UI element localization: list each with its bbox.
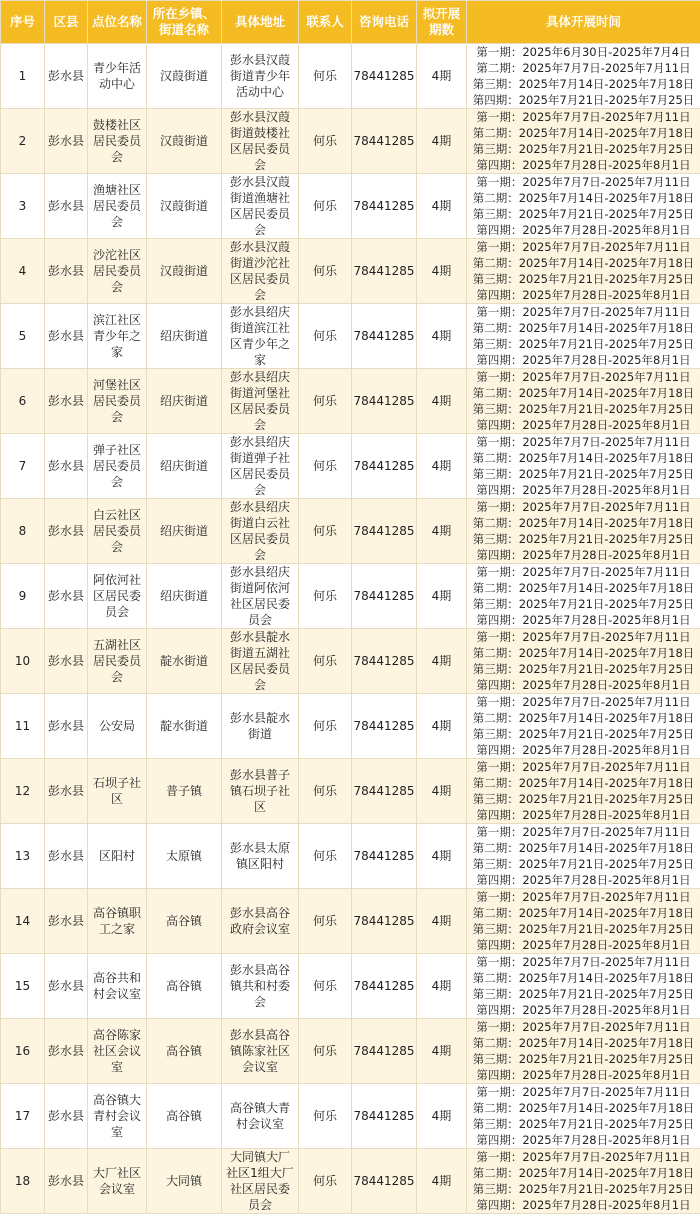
schedule-period-2: 第二期：2025年7月14日-2025年7月18日 [467,515,700,531]
cell-schedule [467,824,700,889]
cell-contact: 何乐 [299,109,352,174]
cell-periods: 4期 [417,174,467,239]
cell-schedule [467,759,700,824]
header-town: 所在乡镇、街道名称 [147,1,222,44]
schedule-period-1: 第一期：2025年7月7日-2025年7月11日 [467,1084,700,1100]
cell-county: 彭水县 [45,1149,88,1214]
cell-address: 彭水县高谷镇陈家社区会议室 [222,1019,299,1084]
cell-index: 2 [1,109,45,174]
cell-contact: 何乐 [299,369,352,434]
cell-site-name: 河堡社区居民委员会 [88,369,147,434]
cell-address: 彭水县汉葭街道青少年活动中心 [222,44,299,109]
cell-address: 彭水县绍庆街道白云社区居民委员会 [222,499,299,564]
schedule-period-1: 第一期：2025年7月7日-2025年7月11日 [467,954,700,970]
cell-address: 彭水县汉葭街道沙沱社区居民委员会 [222,239,299,304]
schedule-period-1: 第一期：2025年7月7日-2025年7月11日 [467,434,700,450]
cell-county: 彭水县 [45,109,88,174]
cell-contact: 何乐 [299,499,352,564]
schedule-period-1: 第一期：2025年7月7日-2025年7月11日 [467,629,700,645]
cell-phone: 78441285 [352,369,417,434]
schedule-period-2: 第二期：2025年7月14日-2025年7月18日 [467,1165,700,1181]
cell-county: 彭水县 [45,759,88,824]
schedule-period-3: 第三期：2025年7月21日-2025年7月25日 [467,1116,700,1132]
cell-schedule [467,954,700,1019]
cell-contact: 何乐 [299,824,352,889]
cell-town: 高谷镇 [147,1019,222,1084]
cell-contact: 何乐 [299,1019,352,1084]
cell-county: 彭水县 [45,369,88,434]
table-row [1,759,700,824]
cell-town: 大同镇 [147,1149,222,1214]
cell-phone: 78441285 [352,629,417,694]
cell-contact: 何乐 [299,174,352,239]
schedule-period-4: 第四期：2025年7月28日-2025年8月1日 [467,157,700,173]
table-row [1,1084,700,1149]
cell-site-name: 五湖社区居民委员会 [88,629,147,694]
schedule-period-3: 第三期：2025年7月21日-2025年7月25日 [467,791,700,807]
schedule-period-4: 第四期：2025年7月28日-2025年8月1日 [467,612,700,628]
cell-index: 10 [1,629,45,694]
schedule-period-3: 第三期：2025年7月21日-2025年7月25日 [467,856,700,872]
table-header-row [1,1,700,44]
cell-index: 5 [1,304,45,369]
cell-schedule [467,564,700,629]
schedule-period-1: 第一期：2025年7月7日-2025年7月11日 [467,759,700,775]
cell-phone: 78441285 [352,824,417,889]
cell-periods: 4期 [417,369,467,434]
schedule-period-1: 第一期：2025年7月7日-2025年7月11日 [467,369,700,385]
schedule-period-2: 第二期：2025年7月14日-2025年7月18日 [467,1100,700,1116]
cell-contact: 何乐 [299,239,352,304]
cell-county: 彭水县 [45,954,88,1019]
cell-contact: 何乐 [299,954,352,1019]
cell-contact: 何乐 [299,759,352,824]
schedule-period-4: 第四期：2025年7月28日-2025年8月1日 [467,677,700,693]
cell-phone: 78441285 [352,889,417,954]
cell-site-name: 阿依河社区居民委员会 [88,564,147,629]
schedule-period-3: 第三期：2025年7月21日-2025年7月25日 [467,596,700,612]
schedule-period-1: 第一期：2025年7月7日-2025年7月11日 [467,1149,700,1165]
header-site-name: 点位名称 [88,1,147,44]
cell-town: 绍庆街道 [147,304,222,369]
schedule-period-3: 第三期：2025年7月21日-2025年7月25日 [467,726,700,742]
cell-address: 彭水县高谷镇共和村委会 [222,954,299,1019]
schedule-period-2: 第二期：2025年7月14日-2025年7月18日 [467,1035,700,1051]
cell-schedule [467,499,700,564]
schedule-period-4: 第四期：2025年7月28日-2025年8月1日 [467,807,700,823]
cell-periods: 4期 [417,1149,467,1214]
cell-periods: 4期 [417,889,467,954]
header-index: 序号 [1,1,45,44]
schedule-period-3: 第三期：2025年7月21日-2025年7月25日 [467,1181,700,1197]
cell-site-name: 公安局 [88,694,147,759]
cell-site-name: 大厂社区会议室 [88,1149,147,1214]
cell-index: 17 [1,1084,45,1149]
schedule-period-4: 第四期：2025年7月28日-2025年8月1日 [467,222,700,238]
cell-periods: 4期 [417,824,467,889]
schedule-period-1: 第一期：2025年7月7日-2025年7月11日 [467,889,700,905]
schedule-period-2: 第二期：2025年7月14日-2025年7月18日 [467,905,700,921]
cell-phone: 78441285 [352,304,417,369]
cell-phone: 78441285 [352,174,417,239]
cell-contact: 何乐 [299,889,352,954]
header-phone: 咨询电话 [352,1,417,44]
cell-schedule [467,109,700,174]
schedule-period-4: 第四期：2025年7月28日-2025年8月1日 [467,417,700,433]
cell-contact: 何乐 [299,434,352,499]
cell-periods: 4期 [417,759,467,824]
schedule-period-4: 第四期：2025年7月28日-2025年8月1日 [467,352,700,368]
cell-phone: 78441285 [352,44,417,109]
cell-contact: 何乐 [299,564,352,629]
cell-index: 4 [1,239,45,304]
cell-county: 彭水县 [45,44,88,109]
schedule-period-2: 第二期：2025年7月14日-2025年7月18日 [467,775,700,791]
cell-index: 14 [1,889,45,954]
header-address: 具体地址 [222,1,299,44]
cell-index: 9 [1,564,45,629]
cell-phone: 78441285 [352,499,417,564]
cell-town: 汉葭街道 [147,239,222,304]
table-row [1,44,700,109]
header-contact: 联系人 [299,1,352,44]
table-row [1,954,700,1019]
cell-periods: 4期 [417,304,467,369]
table-row [1,694,700,759]
cell-periods: 4期 [417,1084,467,1149]
cell-phone: 78441285 [352,434,417,499]
cell-index: 11 [1,694,45,759]
cell-phone: 78441285 [352,954,417,1019]
cell-town: 靛水街道 [147,694,222,759]
cell-county: 彭水县 [45,1019,88,1084]
table-row [1,1019,700,1084]
schedule-period-4: 第四期：2025年7月28日-2025年8月1日 [467,1067,700,1083]
schedule-period-2: 第二期：2025年7月14日-2025年7月18日 [467,255,700,271]
table-row [1,889,700,954]
cell-town: 汉葭街道 [147,174,222,239]
table-row [1,369,700,434]
schedule-period-1: 第一期：2025年7月7日-2025年7月11日 [467,694,700,710]
cell-town: 汉葭街道 [147,44,222,109]
cell-county: 彭水县 [45,824,88,889]
cell-periods: 4期 [417,629,467,694]
table-row [1,109,700,174]
table-row [1,434,700,499]
cell-site-name: 滨江社区青少年之家 [88,304,147,369]
cell-schedule [467,1149,700,1214]
header-schedule: 具体开展时间 [467,1,700,44]
cell-schedule [467,889,700,954]
cell-contact: 何乐 [299,1149,352,1214]
cell-site-name: 石坝子社区 [88,759,147,824]
schedule-period-2: 第二期：2025年7月14日-2025年7月18日 [467,450,700,466]
cell-site-name: 弹子社区居民委员会 [88,434,147,499]
schedule-period-1: 第一期：2025年7月7日-2025年7月11日 [467,824,700,840]
cell-county: 彭水县 [45,239,88,304]
cell-site-name: 高谷陈家社区会议室 [88,1019,147,1084]
schedule-period-3: 第三期：2025年7月21日-2025年7月25日 [467,206,700,222]
schedule-period-2: 第二期：2025年7月14日-2025年7月18日 [467,580,700,596]
schedule-period-3: 第三期：2025年7月21日-2025年7月25日 [467,271,700,287]
cell-phone: 78441285 [352,1019,417,1084]
cell-index: 6 [1,369,45,434]
table-row [1,1149,700,1214]
schedule-period-3: 第三期：2025年7月21日-2025年7月25日 [467,466,700,482]
cell-site-name: 高谷镇大青村会议室 [88,1084,147,1149]
cell-site-name: 青少年活动中心 [88,44,147,109]
schedule-period-3: 第三期：2025年7月21日-2025年7月25日 [467,661,700,677]
cell-index: 8 [1,499,45,564]
cell-address: 大同镇大厂社区1组大厂社区居民委员会 [222,1149,299,1214]
cell-index: 7 [1,434,45,499]
cell-address: 彭水县汉葭街道渔塘社区居民委员会 [222,174,299,239]
cell-site-name: 渔塘社区居民委员会 [88,174,147,239]
schedule-period-3: 第三期：2025年7月21日-2025年7月25日 [467,141,700,157]
cell-address: 彭水县绍庆街道河堡社区居民委员会 [222,369,299,434]
cell-address: 彭水县普子镇石坝子社区 [222,759,299,824]
cell-address: 彭水县太原镇区阳村 [222,824,299,889]
cell-county: 彭水县 [45,694,88,759]
cell-index: 12 [1,759,45,824]
cell-index: 18 [1,1149,45,1214]
schedule-period-2: 第二期：2025年7月14日-2025年7月18日 [467,385,700,401]
table-row [1,174,700,239]
cell-periods: 4期 [417,239,467,304]
cell-county: 彭水县 [45,304,88,369]
cell-address: 高谷镇大青村会议室 [222,1084,299,1149]
schedule-period-2: 第二期：2025年7月14日-2025年7月18日 [467,840,700,856]
schedule-period-3: 第三期：2025年7月14日-2025年7月18日 [467,76,700,92]
cell-index: 15 [1,954,45,1019]
cell-site-name: 鼓楼社区居民委员会 [88,109,147,174]
cell-town: 绍庆街道 [147,434,222,499]
schedule-period-4: 第四期：2025年7月28日-2025年8月1日 [467,1197,700,1213]
schedule-period-1: 第一期：2025年7月7日-2025年7月11日 [467,304,700,320]
schedule-period-1: 第一期：2025年7月7日-2025年7月11日 [467,499,700,515]
cell-periods: 4期 [417,44,467,109]
cell-index: 16 [1,1019,45,1084]
cell-address: 彭水县靛水街道 [222,694,299,759]
cell-address: 彭水县高谷政府会议室 [222,889,299,954]
cell-county: 彭水县 [45,174,88,239]
schedule-period-1: 第一期：2025年7月7日-2025年7月11日 [467,109,700,125]
cell-schedule [467,44,700,109]
cell-schedule [467,369,700,434]
cell-phone: 78441285 [352,109,417,174]
schedule-period-1: 第一期：2025年7月7日-2025年7月11日 [467,1019,700,1035]
schedule-period-4: 第四期：2025年7月28日-2025年8月1日 [467,1002,700,1018]
cell-contact: 何乐 [299,629,352,694]
cell-address: 彭水县靛水街道五湖社区居民委员会 [222,629,299,694]
cell-contact: 何乐 [299,304,352,369]
schedule-period-3: 第三期：2025年7月21日-2025年7月25日 [467,921,700,937]
schedule-period-2: 第二期：2025年7月14日-2025年7月18日 [467,320,700,336]
cell-periods: 4期 [417,694,467,759]
cell-schedule [467,239,700,304]
schedule-period-4: 第四期：2025年7月28日-2025年8月1日 [467,547,700,563]
schedule-period-2: 第二期：2025年7月7日-2025年7月11日 [467,60,700,76]
cell-schedule [467,629,700,694]
cell-index: 1 [1,44,45,109]
cell-town: 高谷镇 [147,954,222,1019]
header-county: 区县 [45,1,88,44]
schedule-period-4: 第四期：2025年7月28日-2025年8月1日 [467,287,700,303]
cell-site-name: 沙沱社区居民委员会 [88,239,147,304]
schedule-period-3: 第三期：2025年7月21日-2025年7月25日 [467,336,700,352]
cell-county: 彭水县 [45,434,88,499]
cell-index: 13 [1,824,45,889]
cell-town: 高谷镇 [147,889,222,954]
schedule-period-2: 第二期：2025年7月14日-2025年7月18日 [467,710,700,726]
cell-county: 彭水县 [45,499,88,564]
schedule-period-3: 第三期：2025年7月21日-2025年7月25日 [467,1051,700,1067]
schedule-period-1: 第一期：2025年7月7日-2025年7月11日 [467,239,700,255]
schedule-period-3: 第三期：2025年7月21日-2025年7月25日 [467,986,700,1002]
schedule-period-4: 第四期：2025年7月21日-2025年7月25日 [467,92,700,108]
schedule-period-3: 第三期：2025年7月21日-2025年7月25日 [467,401,700,417]
schedule-period-4: 第四期：2025年7月28日-2025年8月1日 [467,872,700,888]
schedule-period-4: 第四期：2025年7月28日-2025年8月1日 [467,937,700,953]
cell-schedule [467,434,700,499]
table-row [1,564,700,629]
cell-phone: 78441285 [352,694,417,759]
schedule-period-3: 第三期：2025年7月21日-2025年7月25日 [467,531,700,547]
table-row [1,239,700,304]
table-row [1,824,700,889]
table-row [1,629,700,694]
cell-town: 绍庆街道 [147,369,222,434]
schedule-period-1: 第一期：2025年7月7日-2025年7月11日 [467,174,700,190]
cell-index: 3 [1,174,45,239]
schedule-period-2: 第二期：2025年7月14日-2025年7月18日 [467,645,700,661]
schedule-period-2: 第二期：2025年7月14日-2025年7月18日 [467,970,700,986]
cell-site-name: 高谷镇职工之家 [88,889,147,954]
cell-site-name: 高谷共和村会议室 [88,954,147,1019]
schedule-period-1: 第一期：2025年7月7日-2025年7月11日 [467,564,700,580]
cell-contact: 何乐 [299,1084,352,1149]
cell-address: 彭水县绍庆街道滨江社区青少年之家 [222,304,299,369]
cell-phone: 78441285 [352,564,417,629]
cell-periods: 4期 [417,564,467,629]
cell-phone: 78441285 [352,759,417,824]
cell-town: 太原镇 [147,824,222,889]
schedule-period-4: 第四期：2025年7月28日-2025年8月1日 [467,1132,700,1148]
cell-town: 汉葭街道 [147,109,222,174]
cell-site-name: 白云社区居民委员会 [88,499,147,564]
cell-phone: 78441285 [352,239,417,304]
cell-phone: 78441285 [352,1084,417,1149]
cell-address: 彭水县绍庆街道弹子社区居民委员会 [222,434,299,499]
cell-contact: 何乐 [299,694,352,759]
cell-town: 高谷镇 [147,1084,222,1149]
cell-contact: 何乐 [299,44,352,109]
cell-town: 靛水街道 [147,629,222,694]
cell-periods: 4期 [417,954,467,1019]
cell-county: 彭水县 [45,629,88,694]
schedule-period-1: 第一期：2025年6月30日-2025年7月4日 [467,44,700,60]
cell-schedule [467,1084,700,1149]
cell-county: 彭水县 [45,1084,88,1149]
cell-phone: 78441285 [352,1149,417,1214]
header-periods: 拟开展期数 [417,1,467,44]
cell-town: 绍庆街道 [147,564,222,629]
cell-site-name: 区阳村 [88,824,147,889]
schedule-period-4: 第四期：2025年7月28日-2025年8月1日 [467,742,700,758]
cell-county: 彭水县 [45,889,88,954]
cell-periods: 4期 [417,499,467,564]
cell-town: 普子镇 [147,759,222,824]
cell-address: 彭水县绍庆街道阿依河社区居民委员会 [222,564,299,629]
schedule-period-2: 第二期：2025年7月14日-2025年7月18日 [467,190,700,206]
cell-periods: 4期 [417,1019,467,1084]
cell-schedule [467,304,700,369]
schedule-period-2: 第二期：2025年7月14日-2025年7月18日 [467,125,700,141]
cell-periods: 4期 [417,109,467,174]
table-row [1,499,700,564]
cell-schedule [467,174,700,239]
cell-county: 彭水县 [45,564,88,629]
table-row [1,304,700,369]
schedule-period-4: 第四期：2025年7月28日-2025年8月1日 [467,482,700,498]
cell-town: 绍庆街道 [147,499,222,564]
cell-schedule [467,694,700,759]
cell-schedule [467,1019,700,1084]
cell-address: 彭水县汉葭街道鼓楼社区居民委员会 [222,109,299,174]
cell-periods: 4期 [417,434,467,499]
